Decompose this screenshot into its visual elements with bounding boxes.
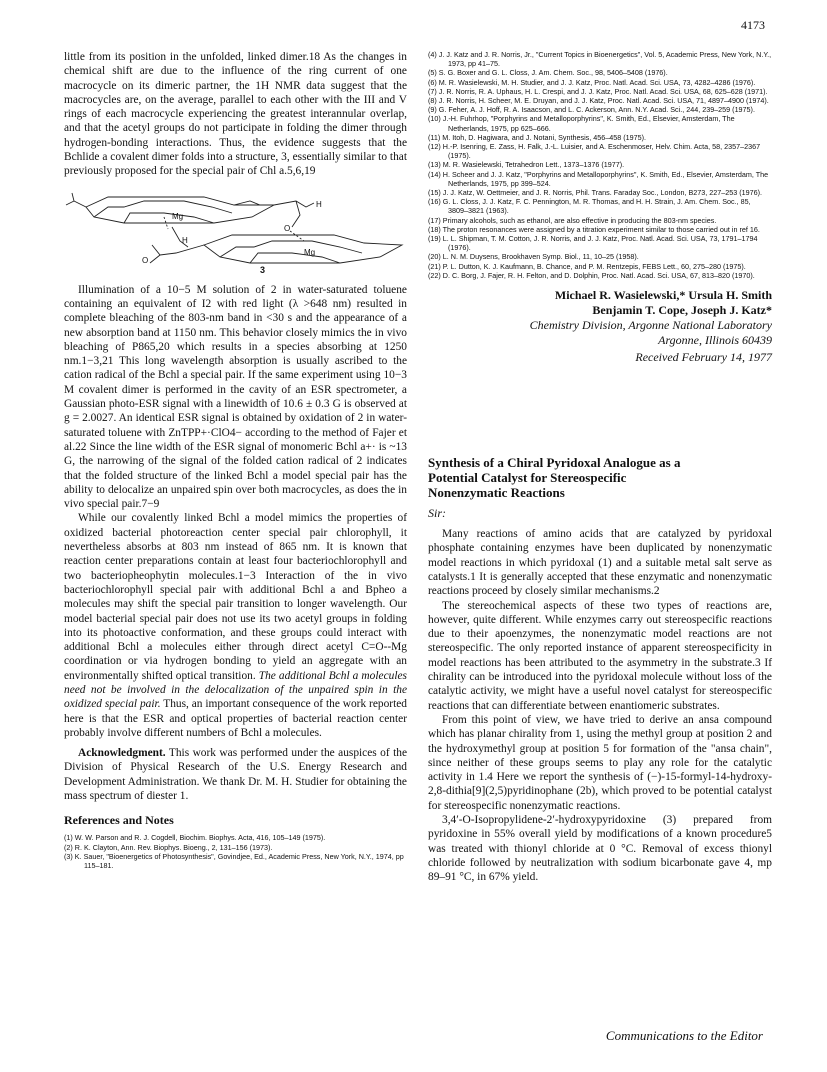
acknowledgment [64, 746, 407, 803]
author-block [428, 288, 772, 365]
mg-label-bottom: Mg [304, 247, 316, 257]
reference-item: (15) J. J. Katz, W. Oettmeier, and J. R. Norris, Phil. Trans. Faraday Soc., London, B273, 227–253 (1976). [428, 188, 762, 198]
received-date: Received February 14, 1977 [635, 350, 772, 365]
reference-item: (8) J. R. Norris, H. Scheer, M. E. Druyan, and J. J. Katz, Proc. Natl. Acad. Sci. USA, 71, 4897–4900 (1974). [428, 96, 769, 106]
reference-item: (4) J. J. Katz and J. R. Norris, Jr., "Current Topics in Bioenergetics", Vol. 5, Academic Press, New York, N.Y., 1973, pp 41–75. [428, 50, 772, 69]
covalent-text-b: Thus, an important consequence of the work reported here is that the ESR and optical properties of bacterial reaction center probably involve different numbers of Bchl a molecules. [64, 698, 407, 739]
reference-item: (13) M. R. Wasielewski, Tetrahedron Lett., 1373–1376 (1977). [428, 160, 625, 170]
paragraph-illumination: Illumination of a 10−5 M solution of 2 in water-saturated toluene containing an equivalent of I2 with red light (λ >648 nm) resulted in complete bleaching of the 803-nm band in <30 s and the appearance of a new absorption band at 1150 nm. This behavior closely mimics the in vivo bleaching of P865,20 which results in a species absorbing at 1250 nm.1−3,21 This long wavelength absorption is usually ascribed to the cation radical of the Bchl a special pair. If the same experiment using 10−3 M covalent dimer is performed in the cavity of an ESR spectrometer, a Gaussian photo-ESR signal with a linewidth of 10.6 ± 0.3 G is observed at g = 2.0027. An identical ESR signal is obtained by oxidation of 2 in water-saturated toluene with ZnTPP+·ClO4− according to the method of Fajer et al.22 Since the line width of the ESR signal of monomeric Bchl a+· is ~13 G, the narrowing of the signal of the folded cation radical of 2 indicates that the folded structure of the linked Bchl a model special pair has the ability to delocalize an unpaired spin over both macrocycles, as does the in vivo special pair.7−9 [64, 283, 407, 511]
reference-item: (17) Primary alcohols, such as ethanol, are also effective in producing the 803-nm species. [428, 215, 717, 225]
reference-item: (11) M. Itoh, D. Hagiwara, and J. Notani, Synthesis, 456–458 (1975). [428, 132, 647, 142]
journal-footer: Communications to the Editor [605, 1028, 763, 1043]
structure-figure [64, 183, 407, 275]
reference-item: (19) L. L. Shipman, T. M. Cotton, J. R. Norris, and J. J. Katz, Proc. Natl. Acad. Sci. USA, 73, 1791–1794 (1976). [428, 234, 758, 253]
mg-label-top: Mg [172, 211, 184, 221]
o-label-2: O [142, 255, 149, 265]
compound-number: 3 [260, 264, 266, 275]
paragraph-2: The stereochemical aspects of these two types of reactions are, however, quite different. While enzymes carry out stereospecific reactions due to their apoenzymes, the nonenzymatic model reactions are not stereospecific. The only reported instance of apparent stereospecificity in model reactions has been attributed to the asymmetry in the substrate.3 If chirality can be introduced into the pyridoxal molecule without loss of the catalytic activity, we might have a useful novel catalyst for stereospecific reactions that can differentiate between enantiomeric substrates. [428, 599, 772, 712]
h-label-2: H [182, 235, 188, 245]
paragraph-covalent [64, 511, 407, 740]
ack-heading: Acknowledgment. [78, 747, 166, 760]
reference-item: (22) D. C. Borg, J. Fajer, R. H. Felton, and D. Dolphin, Proc. Natl. Acad. Sci. USA, 67, 813–820 (1970). [428, 270, 755, 280]
reference-item: (5) S. G. Boxer and G. L. Closs, J. Am. Chem. Soc., 98, 5406–5408 (1976). [428, 68, 668, 78]
reference-item: (6) M. R. Wasielewski, M. H. Studier, and J. J. Katz, Proc. Natl. Acad. Sci. USA, 73, 4282–4286 (1976). [428, 77, 756, 87]
reference-item: (14) H. Scheer and J. J. Katz, "Porphyrins and Metalloporphyrins", K. Smith, Ed., Elsevier, Amsterdam, The Netherlands, 1975, pp 399–524. [428, 169, 769, 188]
reference-item: (20) L. N. M. Duysens, Brookhaven Symp. Biol., 11, 10–25 (1958). [428, 252, 639, 262]
article-title: Synthesis of a Chiral Pyridoxal Analogue as a Potential Catalyst for Stereospecific Nonenzymatic Reactions [428, 455, 681, 501]
dimer-structure-drawing [64, 183, 407, 275]
reference-item: (12) H.-P. Isenring, E. Zass, H. Falk, J.-L. Luisier, and A. Eschenmoser, Helv. Chim. Acta, 58, 2357–2367 (1975). [428, 142, 761, 161]
author-names-line-2: Benjamin T. Cope, Joseph J. Katz* [592, 303, 772, 318]
paragraph-1: Many reactions of amino acids that are catalyzed by pyridoxal phosphate containing enzymes have been duplicated by nonenzymatic model reactions in which pyridoxal (1) and a suitable metal salt serve as catalysts.1 It is generally accepted that these enzymatic and nonenzymatic reactions proceed by closely similar mechanisms.2 [428, 528, 772, 598]
reference-item: (7) J. R. Norris, R. A. Uphaus, H. L. Crespi, and J. J. Katz, Proc. Natl. Acad. Sci. USA, 68, 625–628 (1971). [428, 86, 768, 96]
o-label-1: O [284, 223, 291, 233]
paragraph-intro: little from its position in the unfolded, linked dimer.18 As the changes in chemical shift are due to the influence of the ring current of one macrocycle on its dimeric partner, the 1H NMR data suggest that the macrocycles are, on the average, parallel to each other with the III and V rings of each macrocycle experiencing the greatest interannular overlap, and that the acetyl groups do not participate in folding the dimer through hydrogen-bonding interactions. Thus, the evidence suggests that the Bchlide a covalent dimer folds into a structure, 3, essentially similar to that previously proposed for the special pair of Chl a.5,6,19 [64, 51, 407, 178]
references-heading: References and Notes [64, 813, 174, 828]
reference-list-right [428, 50, 772, 280]
left-column [64, 50, 407, 870]
right-column [428, 50, 772, 885]
reference-item: (21) P. L. Dutton, K. J. Kaufmann, B. Chance, and P. M. Rentzepis, FEBS Lett., 60, 275–280 (1975). [428, 261, 746, 271]
ack-text: This work was performed under the auspices of the Division of Physical Research of the U.S. Energy Research and Development Administration. We thank Dr. M. H. Studier for obtaining the mass spectrum of diester 1. [64, 747, 407, 803]
author-names-line-1: Michael R. Wasielewski,* Ursula H. Smith [554, 288, 772, 303]
h-label-1: H [316, 199, 322, 209]
reference-item: (3) K. Sauer, "Bioenergetics of Photosynthesis", Govindjee, Ed., Academic Press, New York, N.Y., 1974, pp 115–181. [64, 851, 404, 870]
reference-item: (9) G. Feher, A. J. Hoff, R. A. Isaacson, and L. C. Ackerson, Ann. N.Y. Acad. Sci., 244, 239–259 (1975). [428, 105, 755, 115]
paragraph-3: From this point of view, we have tried to derive an ansa compound which has planar chirality from 1, using the methyl group at position 2 and the hydroxymethyl group at position 5 for formation of the "ansa chain", since neither of these groups seems to play any role for the catalytic activity in 1.4 Here we report the synthesis of (−)-15-formyl-14-hydroxy-2,8-dithia[9](2,5)pyridinophane (2b), which proved to be potential catalyst for stereospecific nonenzymatic reactions. [428, 713, 772, 812]
salutation: Sir: [428, 506, 446, 521]
affiliation-line-1: Chemistry Division, Argonne National Laboratory [529, 318, 772, 333]
covalent-text-italic: The additional Bchl a molecules need not be involved in the delocalization of the unpaired spin in the oxidized special pair. [64, 669, 407, 711]
reference-item: (1) W. W. Parson and R. J. Cogdell, Biochim. Biophys. Acta, 416, 105–149 (1975). [64, 833, 326, 843]
covalent-text-a: While our covalently linked Bchl a model mimics the properties of oxidized bacterial photoreaction center special pair chlorophyll, it nevertheless absorbs at 803 nm instead of 865 nm. It is known that reaction center preparations contain at least four bacteriochlorophyll and two bacteriopheophytin molecules.1−3 Interaction of the in vivo bacteriochlorophyll special pair with additional Bchl a and Bpheo a molecules may shift the special pair transition to longer wavelength. Our model bacterial special pair does not use its two acetyl groups in folding into its photoactive conformation, and these groups could interact with additional Bchl a molecules either through direct acetyl C=O--Mg coordination or via hydrogen bonding to yield an aggregate with an environmentally shifted optical transition. [64, 512, 407, 682]
page-number: 4173 [741, 18, 765, 32]
affiliation-line-2: Argonne, Illinois 60439 [658, 333, 772, 348]
reference-list-left [64, 833, 407, 870]
reference-item: (10) J.-H. Fuhrhop, "Porphyrins and Metalloporphyrins", K. Smith, Ed., Elsevier, Amsterdam, The Netherlands, 1975, pp 625–666. [428, 114, 735, 133]
reference-item: (2) R. K. Clayton, Ann. Rev. Biophys. Bioeng., 2, 131–156 (1973). [64, 842, 273, 852]
reference-item: (18) The proton resonances were assigned by a titration experiment similar to those carried out in ref 16. [428, 224, 760, 234]
reference-item: (16) G. L. Closs, J. J. Katz, F. C. Pennington, M. R. Thomas, and H. H. Strain, J. Am. Chem. Soc., 85, 3809–3821 (1963). [428, 197, 751, 216]
paragraph-4: 3,4′-O-Isopropylidene-2′-hydroxypyridoxine (3) prepared from pyridoxine in 55% overall yield by modifications of a known procedure5 was treated with thionyl chloride at 0 °C. Removal of excess thionyl chloride followed by neutralization with sodium bicarbonate gave 4, mp 89–91 °C, in 67% yield. [428, 814, 772, 884]
